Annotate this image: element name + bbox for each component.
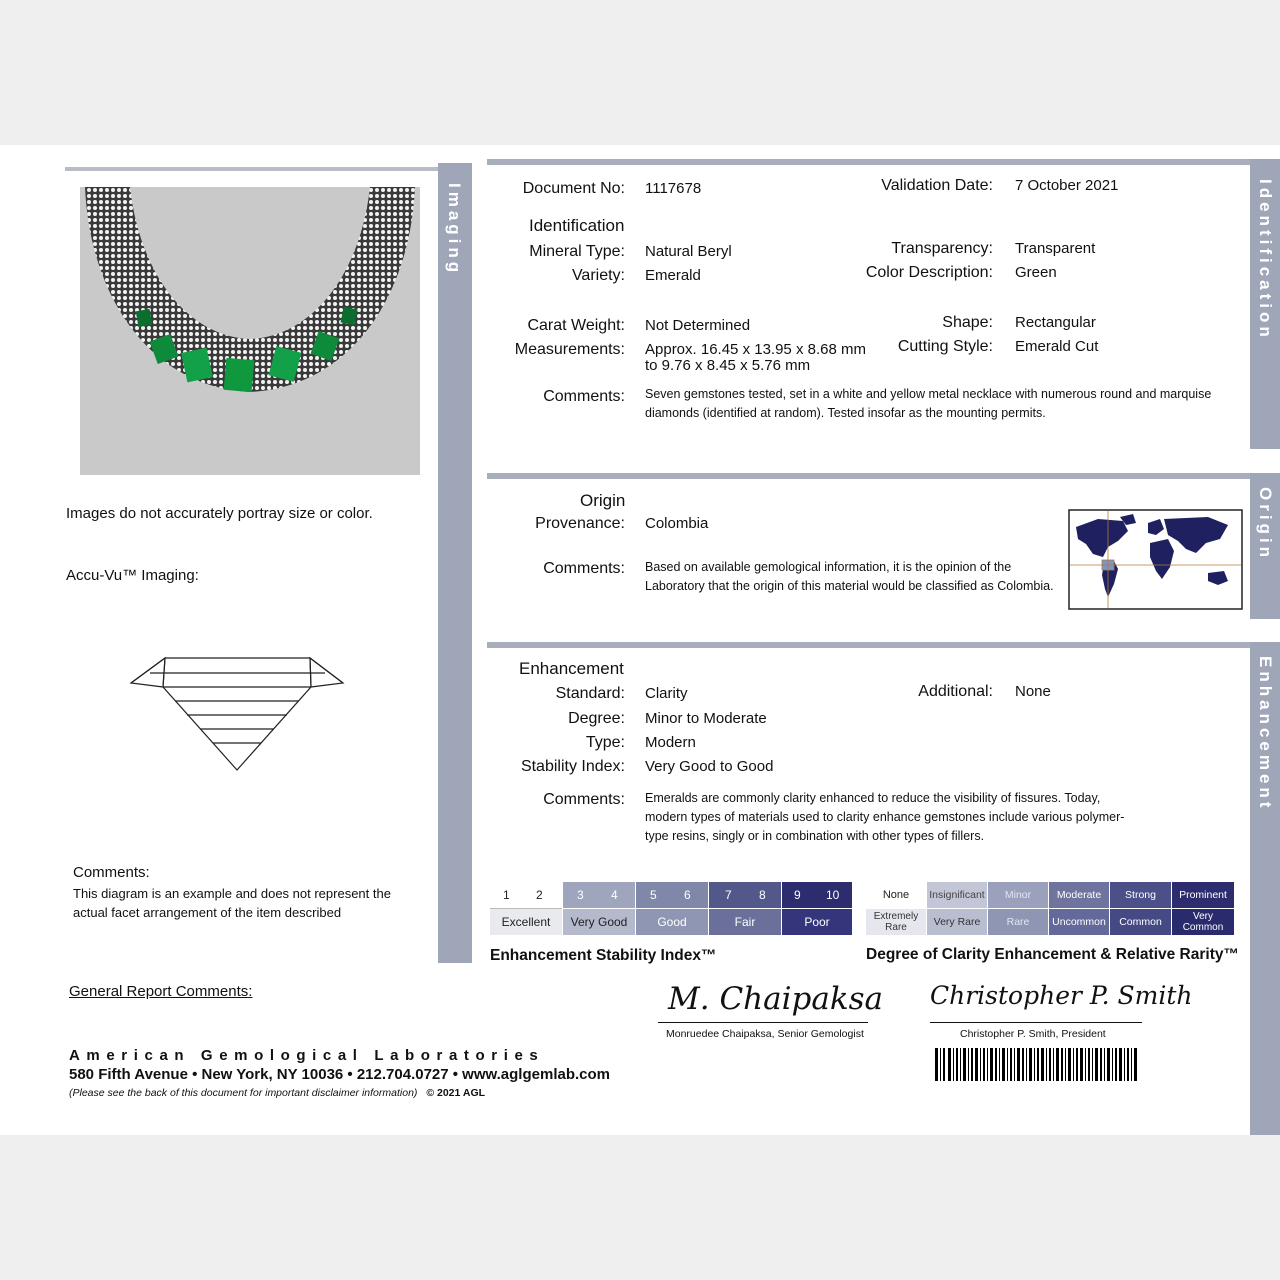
origin-title: Origin: [580, 491, 626, 510]
validation-date-label: Validation Date:: [881, 177, 993, 194]
standard-value: Clarity: [645, 685, 688, 702]
stability-number-10: 10: [826, 887, 840, 902]
enhancement-title: Enhancement: [519, 659, 624, 678]
stability-index-label: Stability Index:: [520, 758, 625, 775]
degree-label: Degree:: [568, 710, 625, 727]
stability-number-5: 5: [650, 887, 657, 902]
stability-number-8: 8: [759, 887, 766, 902]
color-description-value: Green: [1015, 264, 1057, 281]
clarity-rarity-extremely-rare: Extremely Rare: [866, 909, 926, 935]
clarity-degree-minor: Minor: [988, 882, 1048, 908]
identification-top-rule: [487, 159, 1250, 165]
report-sheet: [0, 145, 1280, 1135]
transparency-label: Transparency:: [891, 240, 993, 257]
stability-number-1: 1: [503, 887, 510, 902]
provenance-label: Provenance:: [535, 515, 625, 532]
world-map: [1068, 509, 1243, 610]
stability-scale-title: Enhancement Stability Index™: [490, 947, 717, 964]
enhancement-comments-text: Emeralds are commonly clarity enhanced to reduce the visibility of fissures. Today, modern types of materials used to clarity enhance gemstones include various polymer-type resins, singly or in combination with other types of fillers.: [645, 791, 1125, 843]
signature-chaipaksa: M. Chaipaksa: [668, 981, 884, 1017]
measurements-line1: Approx. 16.45 x 13.95 x 8.68 mm: [645, 341, 866, 358]
stability-grade-poor: Poor: [782, 909, 852, 935]
stability-grade-good: Good: [636, 909, 708, 935]
origin-tab: [1250, 473, 1280, 619]
enhancement-tab-label: Enhancement: [1256, 656, 1275, 812]
imaging-top-rule: [65, 167, 440, 171]
stability-number-4: 4: [611, 887, 618, 902]
transparency-value: Transparent: [1015, 240, 1096, 257]
clarity-rarity-rare: Rare: [988, 909, 1048, 935]
additional-label: Additional:: [918, 683, 993, 700]
clarity-rarity-very-common: Very Common: [1172, 909, 1234, 935]
stability-number-9: 9: [794, 887, 801, 902]
clarity-degree-prominent: Prominent: [1172, 882, 1234, 908]
mineral-type-label: Mineral Type:: [529, 243, 625, 260]
signature-line-1: [658, 1022, 868, 1023]
stability-cell-excellent: [490, 882, 562, 909]
signer-smith: Christopher P. Smith, President: [960, 1028, 1106, 1040]
document-no-value: 1117678: [645, 180, 702, 197]
signature-smith: Christopher P. Smith: [930, 981, 1193, 1010]
variety-value: Emerald: [645, 267, 701, 284]
facet-diagram: [125, 655, 350, 775]
identification-title: Identification: [529, 216, 625, 235]
necklace-image: [80, 187, 420, 475]
stability-cell-very-good: [563, 882, 635, 908]
origin-comments-text: Based on available gemological information, it is the opinion of the Laboratory that the origin of this material would be classified as Colombia.: [645, 560, 1054, 593]
carat-weight-value: Not Determined: [645, 317, 751, 334]
enhancement-top-rule: [487, 642, 1250, 648]
enhancement-comments-label: Comments:: [543, 791, 625, 808]
footer-copyright: © 2021 AGL: [426, 1087, 486, 1099]
clarity-rarity-common: Common: [1110, 909, 1171, 935]
signature-line-2: [930, 1022, 1142, 1023]
type-label: Type:: [585, 734, 625, 751]
imaging-comments-title: Comments:: [73, 864, 150, 881]
mineral-type-value: Natural Beryl: [645, 243, 732, 260]
stability-cell-fair: [709, 882, 781, 908]
standard-label: Standard:: [555, 685, 625, 702]
lab-address: 580 Fifth Avenue • New York, NY 10036 • 212.704.0727 • www.aglgemlab.com: [69, 1066, 610, 1083]
stability-cell-good: [636, 882, 708, 908]
identification-comments-label: Comments:: [543, 388, 625, 405]
clarity-degree-none: None: [866, 882, 926, 908]
stability-number-7: 7: [725, 887, 732, 902]
imaging-tab-label: Imaging: [445, 183, 464, 277]
origin-comments-label: Comments:: [543, 560, 625, 577]
lab-name: American Gemological Laboratories: [69, 1047, 545, 1064]
clarity-rarity-very-rare: Very Rare: [927, 909, 987, 935]
barcode: [935, 1048, 1139, 1081]
general-report-comments: General Report Comments:: [69, 983, 253, 1000]
clarity-scale: [866, 882, 1234, 937]
cutting-style-value: Emerald Cut: [1015, 338, 1099, 355]
footer-disclaimer-text: (Please see the back of this document for important disclaimer information): [69, 1087, 418, 1099]
measurements-label: Measurements:: [514, 341, 625, 358]
clarity-degree-insignificant: Insignificant: [927, 882, 987, 908]
footer-disclaimer: [69, 1087, 485, 1099]
stability-index-value: Very Good to Good: [645, 758, 774, 775]
imaging-disclaimer: Images do not accurately portray size or color.: [66, 505, 373, 522]
provenance-value: Colombia: [645, 515, 709, 532]
origin-tab-label: Origin: [1256, 487, 1275, 562]
cutting-style-label: Cutting Style:: [897, 338, 993, 355]
variety-label: Variety:: [571, 267, 625, 284]
stability-number-6: 6: [684, 887, 691, 902]
stability-cell-poor: [782, 882, 852, 908]
validation-date-value: 7 October 2021: [1015, 177, 1119, 194]
accu-vu-label: Accu-Vu™ Imaging:: [66, 567, 199, 584]
identification-tab: [1250, 159, 1280, 449]
imaging-comments-text: This diagram is an example and does not represent the actual facet arrangement of the item described: [73, 886, 391, 920]
stability-grade-fair: Fair: [709, 909, 781, 935]
carat-weight-label: Carat Weight:: [527, 317, 625, 334]
stability-grade-excellent: Excellent: [490, 909, 562, 935]
identification-comments-text: Seven gemstones tested, set in a white and yellow metal necklace with numerous round and marquise diamonds (identified at random). Tested insofar as the mounting permits.: [645, 387, 1212, 420]
clarity-rarity-uncommon: Uncommon: [1049, 909, 1109, 935]
clarity-degree-moderate: Moderate: [1049, 882, 1109, 908]
clarity-degree-strong: Strong: [1110, 882, 1171, 908]
signer-chaipaksa: Monruedee Chaipaksa, Senior Gemologist: [666, 1028, 864, 1040]
type-value: Modern: [645, 734, 696, 751]
degree-value: Minor to Moderate: [645, 710, 767, 727]
document-no-label: Document No:: [522, 180, 625, 197]
origin-top-rule: [487, 473, 1250, 479]
color-description-label: Color Description:: [865, 264, 993, 281]
stability-scale: [490, 882, 852, 937]
measurements-line2: to 9.76 x 8.45 x 5.76 mm: [645, 357, 811, 374]
identification-tab-label: Identification: [1256, 179, 1275, 341]
necklace-photo: [80, 187, 420, 475]
stability-number-3: 3: [577, 887, 584, 902]
stability-grade-very-good: Very Good: [563, 909, 635, 935]
stability-number-2: 2: [536, 887, 543, 902]
clarity-scale-title: Degree of Clarity Enhancement & Relative Rarity™: [866, 946, 1239, 963]
additional-value: None: [1015, 683, 1051, 700]
shape-label: Shape:: [942, 314, 993, 331]
enhancement-tab: [1250, 642, 1280, 1135]
shape-value: Rectangular: [1015, 314, 1096, 331]
